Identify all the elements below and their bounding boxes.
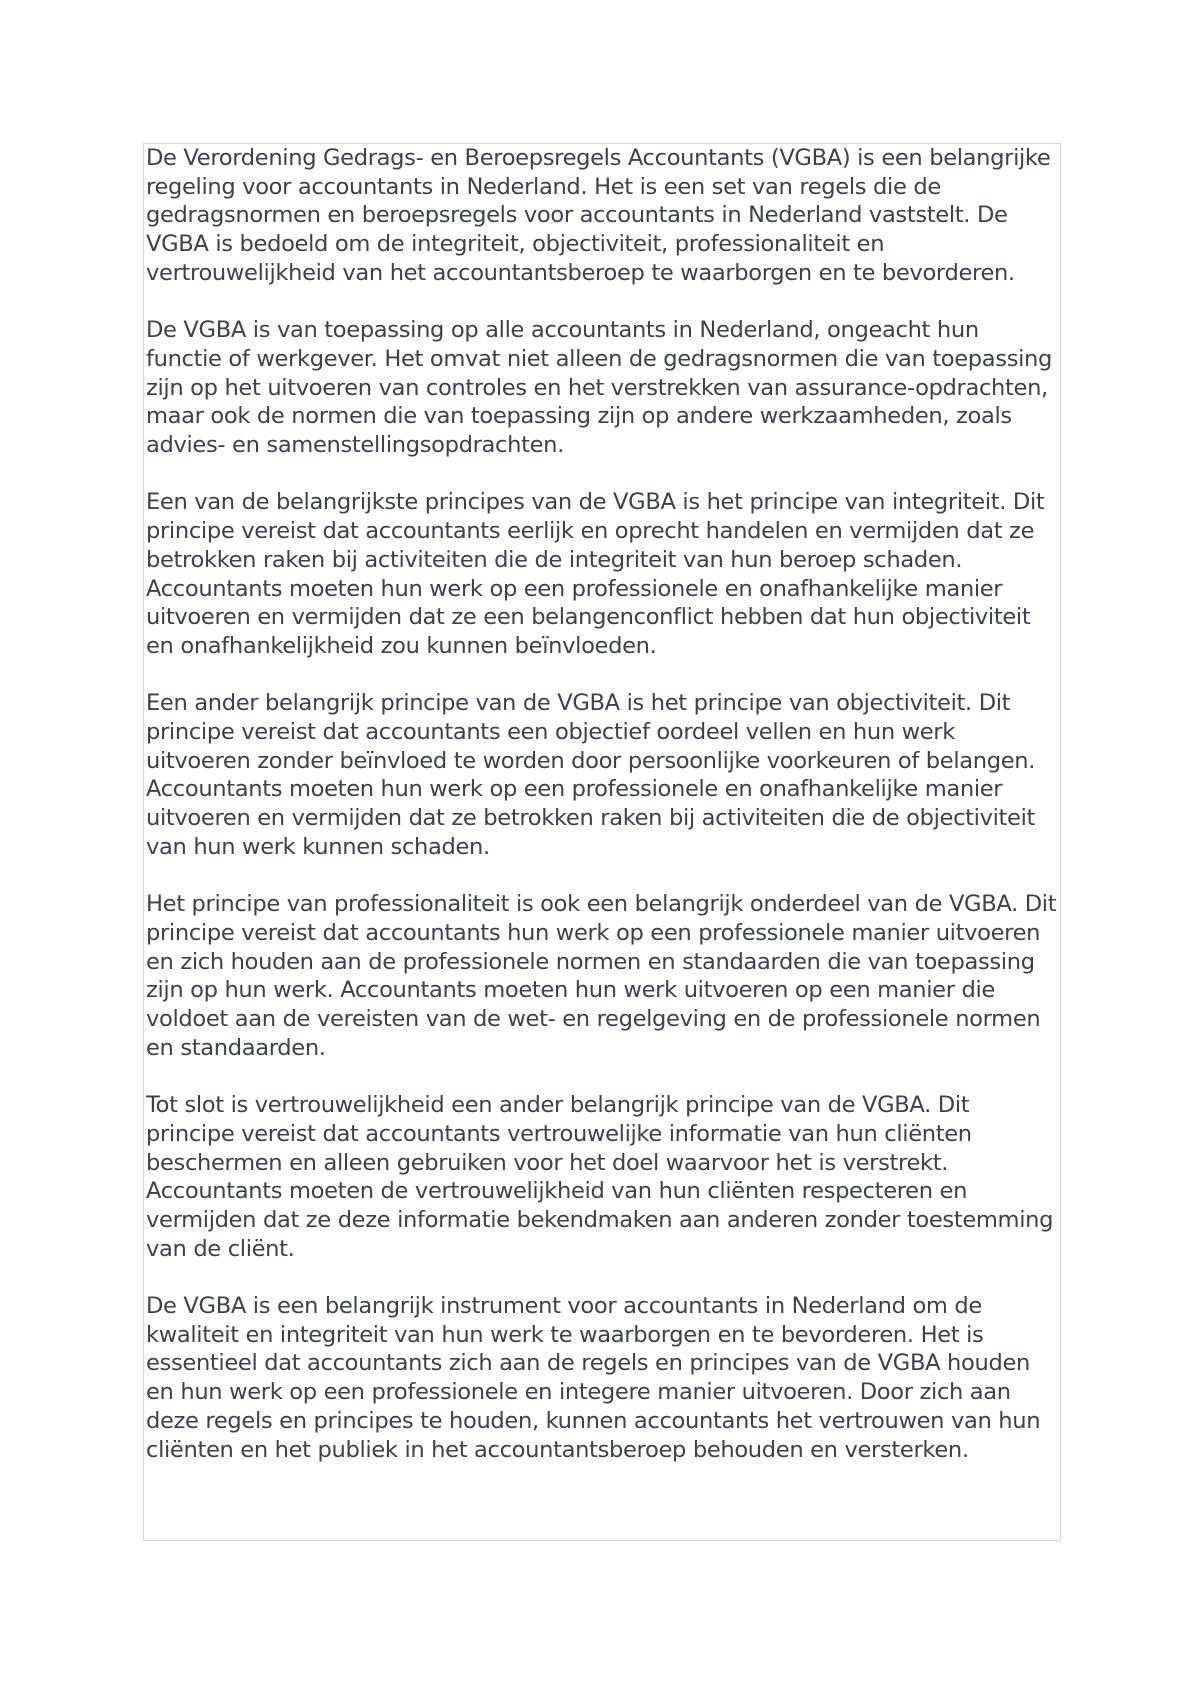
- paragraph-objectivity: Een ander belangrijk principe van de VGBA is het principe van objectiviteit. Dit principe vereist dat accountants een objectief oordeel vellen en hun werk uitvoeren zonder beïnvloed te worden door persoonlijke voorkeuren of belangen. Accountants moeten hun werk op een professionele en onafhankelijke manier uitvoeren en vermijden dat ze betrokken raken bij activiteiten die de objectiviteit van hun werk kunnen schaden.: [146, 690, 1036, 860]
- paragraph-scope: De VGBA is van toepassing op alle accountants in Nederland, ongeacht hun functie of werkgever. Het omvat niet alleen de gedragsnormen die van toepassing zijn op het uitvoeren van controles en het verstrekken van assurance-opdrachten, maar ook de normen die van toepassing zijn op andere werkzaamheden, zoals advies- en samenstellingsopdrachten.: [146, 317, 1053, 459]
- paragraph-conclusion: De VGBA is een belangrijk instrument voor accountants in Nederland om de kwaliteit en integriteit van hun werk te waarborgen en te bevorderen. Het is essentieel dat accountants zich aan de regels en principes van de VGBA houden en hun werk op een professionele en integere manier uitvoeren. Door zich aan deze regels en principes te houden, kunnen accountants het vertrouwen van hun cliënten en het publiek in het accountantsberoep behouden en versterken.: [146, 1293, 1041, 1463]
- paragraph-confidentiality: Tot slot is vertrouwelijkheid een ander belangrijk principe van de VGBA. Dit principe vereist dat accountants vertrouwelijke informatie van hun cliënten beschermen en alleen gebruiken voor het doel waarvoor het is verstrekt. Accountants moeten de vertrouwelijkheid van hun cliënten respecteren en vermijden dat ze deze informatie bekendmaken aan anderen zonder toestemming van de cliënt.: [146, 1092, 1054, 1262]
- text-frame: [143, 143, 1061, 1541]
- paragraph-integrity: Een van de belangrijkste principes van de VGBA is het principe van integriteit. Dit principe vereist dat accountants eerlijk en oprecht handelen en vermijden dat ze betrokken raken bij activiteiten die de integriteit van hun beroep schaden. Accountants moeten hun werk op een professionele en onafhankelijke manier uitvoeren en vermijden dat ze een belangenconflict hebben dat hun objectiviteit en onafhankelijkheid zou kunnen beïnvloeden.: [146, 489, 1045, 659]
- paragraph-intro: De Verordening Gedrags- en Beroepsregels Accountants (VGBA) is een belangrijke regeling voor accountants in Nederland. Het is een set van regels die de gedragsnormen en beroepsregels voor accountants in Nederland vaststelt. De VGBA is bedoeld om de integriteit, objectiviteit, professionaliteit en vertrouwelijkheid van het accountantsberoep te waarborgen en te bevorderen.: [146, 145, 1051, 286]
- paragraph-professionalism: Het principe van professionaliteit is ook een belangrijk onderdeel van de VGBA. Dit principe vereist dat accountants hun werk op een professionele manier uitvoeren en zich houden aan de professionele normen en standaarden die van toepassing zijn op hun werk. Accountants moeten hun werk uitvoeren op een manier die voldoet aan de vereisten van de wet- en regelgeving en de professionele normen en standaarden.: [146, 891, 1057, 1061]
